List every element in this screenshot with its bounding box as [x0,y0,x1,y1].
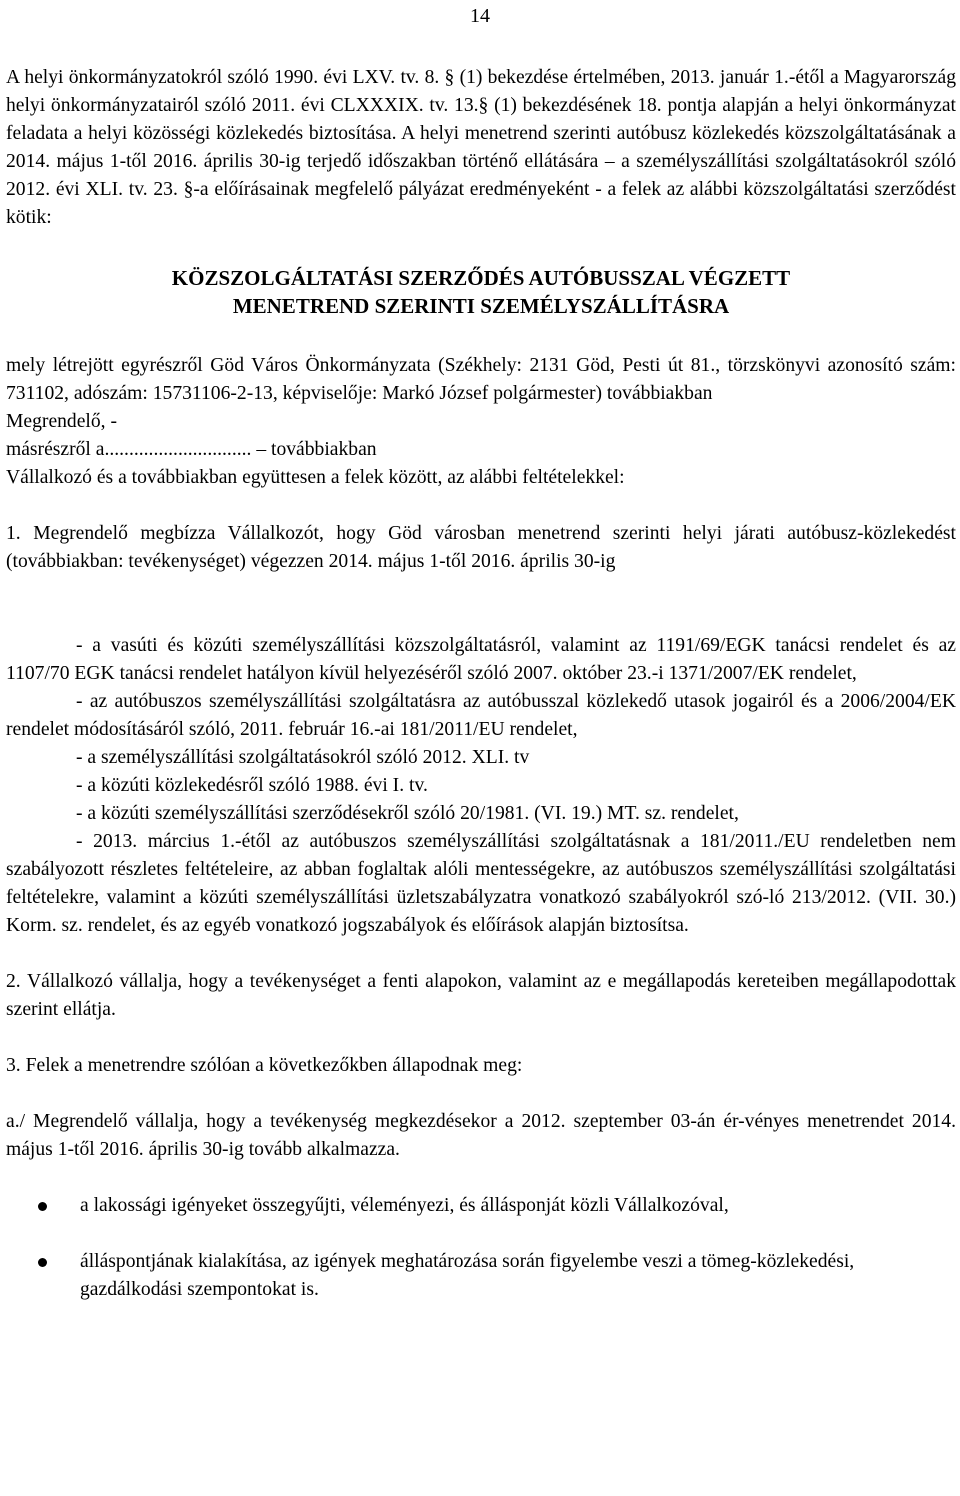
bullet-item [6,1192,956,1220]
bullet-icon [38,1258,47,1267]
section-3: 3. Felek a menetrendre szólóan a következőkben állapodnak meg: [6,1055,523,1076]
legal-item: - a közúti közlekedésről szóló 1988. évi I. tv. [76,775,428,796]
parties-customer-line: Megrendelő, - [6,411,117,432]
legal-item: - a vasúti és közúti személyszállítási közszolgáltatásról, valamint az 1191/69/EGK tanácsi rendelet és az 1107/70 EGK tanácsi rendelet hatályon kívül helyezéséről szóló 2007. október 23.-i 1371/2007/EK rendelet, [6,635,956,684]
section-3a-bullets [6,1192,956,1304]
section-1: 1. Megrendelő megbízza Vállalkozót, hogy Göd városban menetrend szerinti helyi járati autóbusz-közlekedést (továbbiakban: tevékenységet) végezzen 2014. május 1-től 2016. április 30-ig [6,523,956,572]
legal-item: - 2013. március 1.-étől az autóbuszos személyszállítási szolgáltatásnak a 181/2011./EU rendeletben nem szabályozott részletes feltételeire, az abban foglaltak alóli mentességekre, az autóbuszos személyszállítási szolgáltatási feltételekre, valamint a közúti személyszállítási üzletszabályzatra vonatkozó szabályokról szó-ló 213/2012. (VII. 30.) Korm. sz. rendelet, és az egyéb vonatkozó jogszabályok és előírások alapján biztosítsa. [6,831,956,936]
page-number: 14 [470,5,490,27]
contract-title [6,264,956,320]
parties-conditions-line: Vállalkozó és a továbbiakban együttesen a felek között, az alábbi feltételekkel: [6,467,625,488]
contract-title-line-2: MENETREND SZERINTI SZEMÉLYSZÁLLÍTÁSRA [232,294,730,318]
bullet-text: álláspontjának kialakítása, az igények meghatározása során figyelembe veszi a tömeg-közlekedési, gazdálkodási szempontokat is. [80,1251,855,1300]
parties-contractor-line: másrészről a.............................. – továbbiakban [6,439,377,460]
legal-item: - a személyszállítási szolgáltatásokról szóló 2012. XLI. tv [76,747,530,768]
intro-paragraph: A helyi önkormányzatokról szóló 1990. évi LXV. tv. 8. § (1) bekezdése értelmében, 2013. január 1.-étől a Magyarország helyi önkormányzatairól szóló 2011. évi CLXXXIX. tv. 13.§ (1) bekezdésének 18. pontja alapján a helyi önkormányzat feladata a helyi közösségi közlekedés biztosítása. A helyi menetrend szerinti autóbusz közlekedés közszolgáltatásának a 2014. május 1-től 2016. április 30-ig terjedő időszakban történő ellátására – a személyszállítási szolgáltatásokról szóló 2012. évi XLI. tv. 23. §-a előírásainak megfelelő pályázat eredményeként - a felek az alábbi közszolgáltatási szerződést kötik: [6,67,956,228]
legal-item: - a közúti személyszállítási szerződésekről szóló 20/1981. (VI. 19.) MT. sz. rendelet, [76,803,739,824]
legal-basis-list [6,632,956,940]
bullet-icon [38,1202,47,1211]
section-3a: a./ Megrendelő vállalja, hogy a tevékenység megkezdésekor a 2012. szeptember 03-án ér-vényes menetrendet 2014. május 1-től 2016. április 30-ig tovább alkalmazza. [6,1111,956,1160]
bullet-item [6,1248,956,1304]
section-2: 2. Vállalkozó vállalja, hogy a tevékenységet a fenti alapokon, valamint az e megállapodás kereteiben megállapodottak szerint ellátja. [6,971,956,1020]
parties-paragraph: mely létrejött egyrészről Göd Város Önkormányzata (Székhely: 2131 Göd, Pesti út 81., törzskönyvi azonosító szám: 731102, adószám: 15731106-2-13, képviselője: Markó József polgármester) továbbiakban [6,355,956,404]
bullet-text: a lakossági igényeket összegyűjti, véleményezi, és állásponját közli Vállalkozóval, [80,1195,729,1216]
contract-title-line-1: KÖZSZOLGÁLTATÁSI SZERZŐDÉS AUTÓBUSSZAL VÉGZETT [171,266,791,290]
legal-item: - az autóbuszos személyszállítási szolgáltatásra az autóbusszal közlekedő utasok jogairól és a 2006/2004/EK rendelet módosításáról szóló, 2011. február 16.-ai 181/2011/EU rendelet, [6,691,956,740]
document-body [6,64,956,1304]
